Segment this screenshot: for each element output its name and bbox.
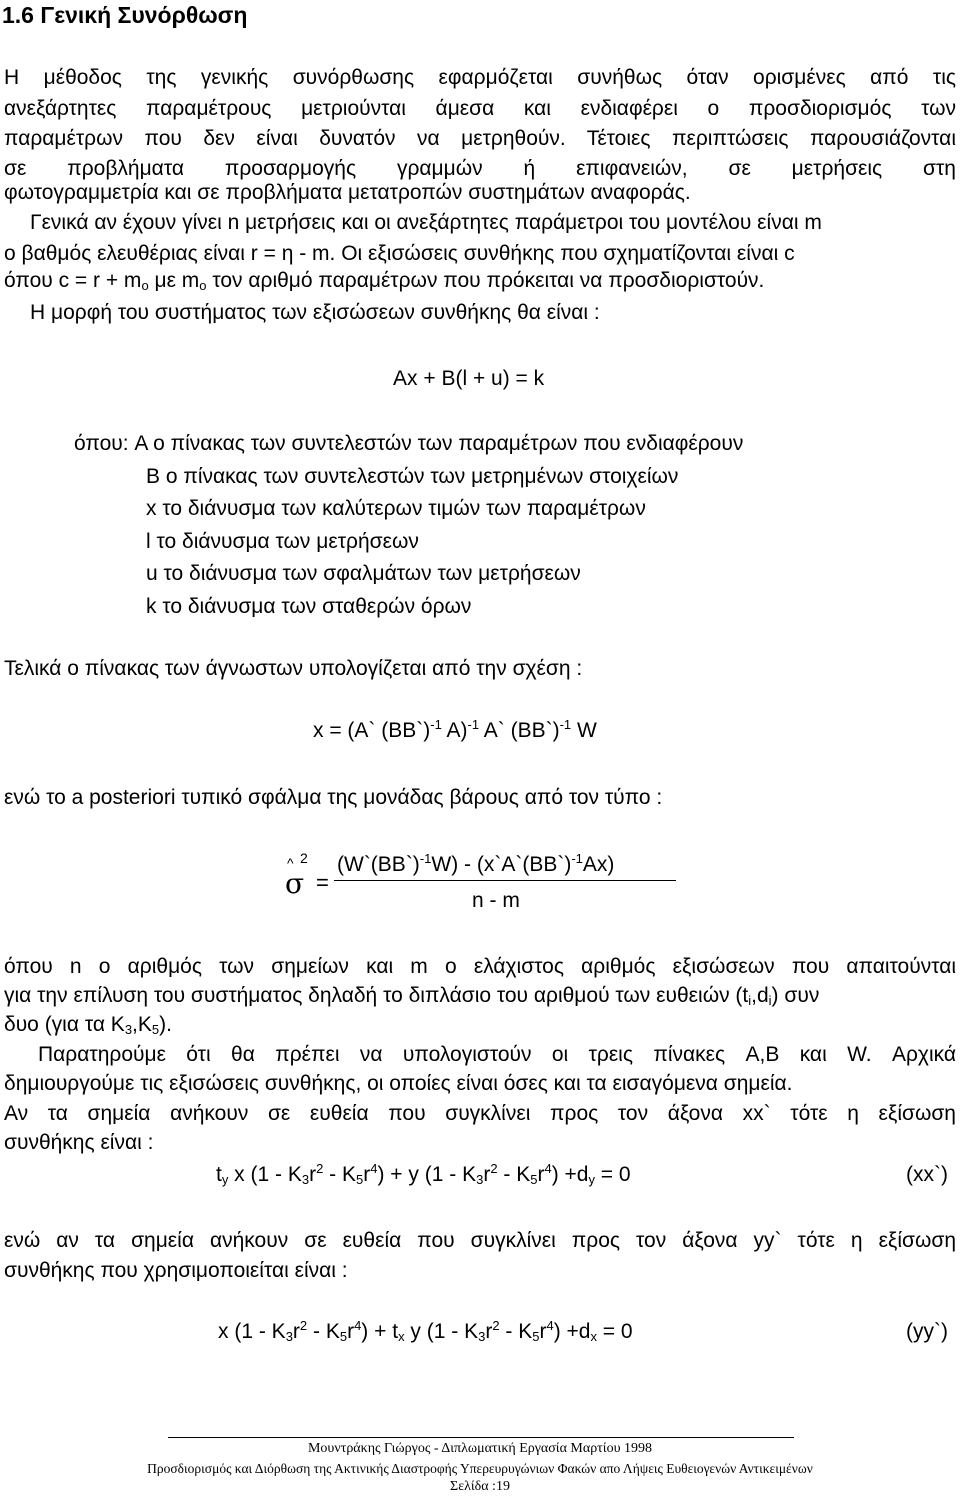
text-run: W) - (x`A`(BB`) [431,853,572,876]
paragraph-line: σε προβλήματα προσαρμογής γραμμών ή επιφανειών, σε μετρήσεις στη [4,157,956,180]
paragraph-line: Η μέθοδος της γενικής συνόρθωσης εφαρμόζεται συνήθως όταν ορισμένες από τις [4,66,956,89]
equation-2 [313,719,597,743]
equation-5-tag: (yy`) [906,1320,948,1343]
subscript: 5 [532,1329,540,1344]
text-run: r [483,1163,491,1186]
square-symbol: 2 [300,850,308,866]
superscript: -1 [419,851,432,866]
text-run: x (1 - K [218,1320,286,1343]
text-run: A` (BB`) [479,719,560,742]
superscript: 2 [492,1318,500,1333]
paragraph-line [4,1013,172,1037]
equals-symbol: = [316,870,329,895]
text-run: = 0 [596,1320,633,1343]
subscript: x [590,1329,597,1344]
superscript: -1 [467,717,480,732]
paragraph-line: Γενικά αν έχουν γίνει n μετρήσεις και οι ανεξάρτητες παράμετροι του μοντέλου είναι m [30,211,822,234]
subscript: i [768,993,772,1008]
text-run: r [309,1163,317,1186]
superscript: 4 [544,1161,552,1176]
subscript: 3 [476,1172,484,1187]
text-run: για την επίλυση του συστήματος δηλαδή το διπλάσιο του αριθμού των ευθειών (t [4,984,749,1007]
paragraph-line: συνθήκης που χρησιμοποιείται είναι : [4,1259,348,1282]
superscript: -1 [571,851,583,866]
subscript: 5 [151,1022,160,1037]
definition-item: x το διάνυσμα των καλύτερων τιμών των παραμέτρων [146,497,646,520]
paragraph-line: συνθήκης είναι : [4,1131,154,1154]
text-run: y (1 - K [404,1320,479,1343]
paragraph-line: όπου n ο αριθμός των σημείων και m ο ελάχιστος αριθμός εξισώσεων που απαιτούνται [4,955,956,978]
text-run: t [216,1163,222,1186]
text-run: r [292,1320,300,1343]
superscript: 4 [354,1318,362,1333]
text-run: r [347,1320,355,1343]
text-run: τον αριθμό παραμέτρων που πρόκειται να προσδιοριστούν. [206,269,765,292]
subscript: 3 [478,1329,486,1344]
paragraph-4: Τελικά ο πίνακας των άγνωστων υπολογίζεται από την σχέση : [4,657,583,680]
text-run: ). [159,1013,172,1036]
footer-thesis-title: Προσδιορισμός και Διόρθωση της Ακτινικής Διαστροφής Υπερευρυγώνιων Φακών απο Λήψεις Ευθειογενών Αντικειμένων [147,1461,813,1476]
subscript: 5 [530,1172,538,1187]
subscript: 3 [124,1022,133,1037]
paragraph-5: ενώ το a posteriori τυπικό σφάλμα της μονάδας βάρους από τον τύπο : [4,786,663,809]
footer-author: Μουντράκης Γιώργος - Διπλωματική Εργασία Μαρτίου 1998 [307,1441,653,1456]
text-run: - K [307,1320,340,1343]
text-run: A) [441,719,468,742]
subscript: 5 [339,1329,348,1344]
definition-item: k το διάνυσμα των σταθερών όρων [146,594,472,618]
superscript: 4 [546,1318,554,1333]
text-run: ) +d [553,1320,591,1343]
subscript: i [748,993,752,1008]
fraction-numerator [337,853,614,877]
equation-4-tag: (xx`) [906,1163,948,1186]
sigma-symbol: σ [285,867,305,900]
paragraph-line: Αν τα σημεία ανήκουν σε ευθεία που συγκλίνει προς τον άξονα xx` τότε η εξίσωση [4,1102,956,1125]
text-run: - K [323,1163,356,1186]
text-run: (W`(BB`) [337,853,420,876]
section-heading [2,2,247,29]
hat-symbol: ^ [287,855,294,871]
subscript: 3 [301,1172,310,1187]
text-run: r [539,1320,547,1343]
text-run: ) +d [551,1163,589,1186]
subscript: o [141,278,149,293]
text-run: r [485,1320,493,1343]
text-run: Ax) [582,853,615,876]
definition-item: l το διάνυσμα των μετρήσεων [146,529,419,553]
paragraph-line: ενώ αν τα σημεία ανήκουν σε ευθεία που συγκλίνει προς τον άξονα yy` τότε η εξίσωση [4,1229,956,1252]
section-title: Γενική Συνόρθωση [40,2,248,28]
superscript: 2 [299,1318,308,1333]
text-run: - K [499,1320,533,1343]
text-run: r [537,1163,545,1186]
superscript: -1 [559,717,572,732]
subscript: y [221,1172,229,1187]
definition-item: όπου: A ο πίνακας των συντελεστών των παραμέτρων που ενδιαφέρουν [74,432,744,455]
equation-4 [216,1163,631,1187]
text-run: ,K [132,1013,152,1036]
paragraph-line [4,984,956,1008]
paragraph-line [4,269,764,293]
subscript: x [398,1329,405,1344]
text-run: x (1 - K [228,1163,302,1186]
definitions-list [74,428,743,623]
footer-page-number: Σελίδα :19 [450,1479,510,1494]
paragraph-3: Η μορφή του συστήματος των εξισώσεων συνθήκης θα είναι : [30,301,600,324]
text-run: r [363,1163,371,1186]
paragraph-line: ανεξάρτητες παραμέτρους μετριούνται άμεσα και ενδιαφέρει ο προσδιορισμός των [4,97,956,120]
text-run: W [571,719,597,742]
text-run: ,d [751,984,769,1007]
equation-5 [218,1320,633,1344]
subscript: 3 [285,1329,293,1344]
fraction-denominator: n - m [472,889,520,912]
section-number: 1.6 [2,2,34,28]
subscript: 5 [356,1172,364,1187]
paragraph-line: παραμέτρων που δεν είναι δυνατόν να μετρηθούν. Τέτοιες περιπτώσεις παρουσιάζονται [4,127,956,150]
superscript: 2 [316,1161,324,1176]
text-run: δυο (για τα K [4,1013,125,1036]
text-run: - K [497,1163,531,1186]
text-run: ) συν [771,984,820,1007]
text-run: ) + y (1 - K [377,1163,477,1186]
superscript: 2 [490,1161,498,1176]
paragraph-line: ο βαθμός ελευθέριας είναι r = η - m. Οι εξισώσεις συνθήκης που σχηματίζονται είναι c [4,242,795,265]
superscript: 4 [370,1161,378,1176]
paragraph-line: Παρατηρούμε ότι θα πρέπει να υπολογιστούν οι τρεις πίνακες A,B και W. Αρχικά [38,1043,956,1066]
subscript: y [588,1172,595,1187]
equation-1: Ax + B(l + u) = k [393,367,545,390]
text-run: όπου c = r + m [4,269,142,292]
text-run: με m [148,269,200,292]
definition-item: u το διάνυσμα των σφαλμάτων των μετρήσεων [146,562,581,585]
text-run: ) + t [361,1320,399,1343]
fraction-bar [334,880,676,881]
definition-item: B ο πίνακας των συντελεστών των μετρημένων στοιχείων [146,464,679,488]
subscript: o [199,278,207,293]
superscript: -1 [430,717,442,732]
text-run: = 0 [594,1163,631,1186]
text-run: x = (A` (BB`) [313,719,431,742]
paragraph-line: φωτογραμμετρία και σε προβλήματα μετατροπών συστημάτων αναφοράς. [4,181,691,204]
footer-rule [168,1437,794,1438]
paragraph-line: δημιουργούμε τις εξισώσεις συνθήκης, οι οποίες είναι όσες και τα εισαγόμενα σημεία. [4,1072,793,1095]
